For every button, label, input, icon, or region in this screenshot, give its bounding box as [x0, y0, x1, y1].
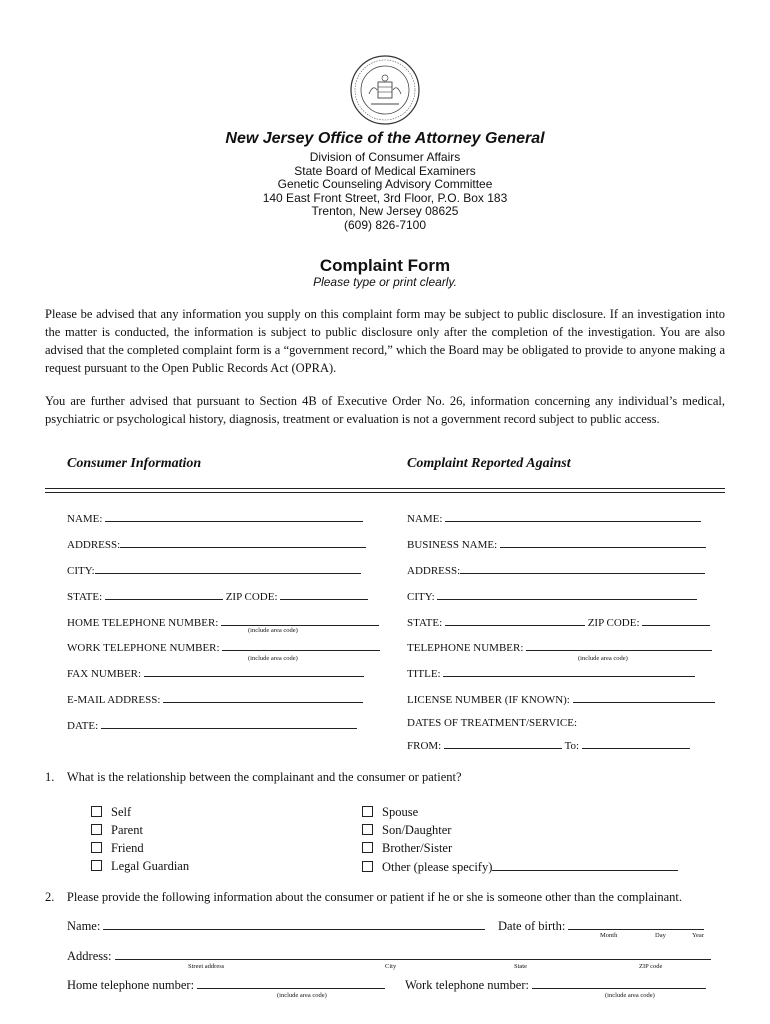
against-title-field[interactable]: TITLE:	[407, 665, 695, 680]
checkbox-self[interactable]: Self	[91, 805, 131, 820]
address-line: Trenton, New Jersey 08625	[311, 204, 459, 219]
area-code-note: (include area code)	[248, 627, 298, 634]
against-name-field[interactable]: NAME:	[407, 510, 701, 525]
consumer-info-heading: Consumer Information	[67, 456, 202, 471]
patient-address-field[interactable]: Address:	[67, 948, 711, 964]
area-code-note: (include area code)	[578, 655, 628, 662]
form-title: Complaint Form	[319, 256, 451, 275]
treatment-dates-label: DATES OF TREATMENT/SERVICE:	[407, 717, 578, 729]
checkbox-legal-guardian[interactable]: Legal Guardian	[91, 859, 189, 874]
address-line: Division of Consumer Affairs	[309, 150, 461, 164]
checkbox-friend[interactable]: Friend	[91, 841, 144, 856]
divider	[45, 492, 725, 493]
consumer-work-phone-field[interactable]: WORK TELEPHONE NUMBER:	[67, 639, 380, 654]
day-label: Day	[655, 932, 666, 939]
checkbox-icon	[362, 806, 373, 817]
area-code-note: (include area code)	[277, 992, 327, 999]
year-label: Year	[692, 932, 704, 939]
checkbox-icon	[362, 861, 373, 872]
disclosure-notice: Please be advised that any information you supply on this complaint form may be subject to public disclosure. If an investigation into the matter is conducted, the information is subject to public disclosure only after the completion of the investigation. You are also advised that the completed complaint form is a “government record,” which the Board may be obligated to provide to anyone making a request pursuant to the Open Public Records Act (OPRA).	[45, 307, 725, 375]
month-label: Month	[600, 932, 618, 939]
complaint-against-heading: Complaint Reported Against	[407, 456, 571, 471]
checkbox-other[interactable]: Other (please specify)	[362, 859, 678, 875]
against-license-field[interactable]: LICENSE NUMBER (IF KNOWN):	[407, 691, 715, 706]
checkbox-icon	[91, 842, 102, 853]
area-code-note: (include area code)	[248, 655, 298, 662]
checkbox-icon	[91, 824, 102, 835]
zip-label: ZIP code	[639, 963, 663, 970]
divider	[45, 488, 725, 489]
patient-home-phone-field[interactable]: Home telephone number:	[67, 977, 385, 993]
treatment-dates-field[interactable]: FROM: To:	[407, 737, 690, 752]
against-city-field[interactable]: CITY:	[407, 588, 697, 603]
state-label: State	[514, 963, 527, 970]
against-business-name-field[interactable]: BUSINESS NAME:	[407, 536, 706, 551]
checkbox-icon	[91, 806, 102, 817]
checkbox-icon	[362, 842, 373, 853]
against-address-field[interactable]: ADDRESS:	[407, 562, 705, 577]
consumer-state-field[interactable]: STATE: ZIP CODE:	[67, 588, 368, 603]
question-2: 2. Please provide the following information about the consumer or patient if he or she is someone other than the complainant.	[45, 890, 682, 904]
consumer-name-field[interactable]: NAME:	[67, 510, 363, 525]
city-label: City	[385, 963, 397, 970]
form-subtitle: Please type or print clearly.	[313, 275, 457, 289]
checkbox-brother-sister[interactable]: Brother/Sister	[362, 841, 452, 856]
patient-dob-field[interactable]: Date of birth:	[498, 918, 704, 934]
against-phone-field[interactable]: TELEPHONE NUMBER:	[407, 639, 712, 654]
checkbox-parent[interactable]: Parent	[91, 823, 143, 838]
consumer-email-field[interactable]: E-MAIL ADDRESS:	[67, 691, 363, 706]
checkbox-spouse[interactable]: Spouse	[362, 805, 418, 820]
agency-name: New Jersey Office of the Attorney General	[225, 130, 545, 147]
executive-order-notice: You are further advised that pursuant to Section 4B of Executive Order No. 26, information concerning any individual’s medical, psychiatric or psychological history, diagnosis, treatment or evaluation is not a government record subject to public access.	[45, 394, 725, 426]
address-line: 140 East Front Street, 3rd Floor, P.O. Box 183	[262, 190, 508, 205]
consumer-address-field[interactable]: ADDRESS:	[67, 536, 366, 551]
patient-name-field[interactable]: Name:	[67, 918, 485, 934]
address-line: State Board of Medical Examiners	[294, 163, 476, 178]
address-line: (609) 826-7100	[343, 218, 427, 232]
checkbox-son-daughter[interactable]: Son/Daughter	[362, 823, 451, 838]
consumer-home-phone-field[interactable]: HOME TELEPHONE NUMBER:	[67, 614, 379, 629]
area-code-note: (include area code)	[605, 992, 655, 999]
street-label: Street address	[188, 963, 225, 970]
consumer-fax-field[interactable]: FAX NUMBER:	[67, 665, 364, 680]
patient-work-phone-field[interactable]: Work telephone number:	[405, 977, 706, 993]
address-line: Genetic Counseling Advisory Committee	[277, 177, 493, 192]
against-state-field[interactable]: STATE: ZIP CODE:	[407, 614, 710, 629]
checkbox-icon	[362, 824, 373, 835]
state-seal-icon	[349, 54, 421, 126]
checkbox-icon	[91, 860, 102, 871]
question-1: 1. What is the relationship between the complainant and the consumer or patient?	[45, 770, 462, 784]
consumer-city-field[interactable]: CITY:	[67, 562, 361, 577]
consumer-date-field[interactable]: DATE:	[67, 717, 357, 732]
